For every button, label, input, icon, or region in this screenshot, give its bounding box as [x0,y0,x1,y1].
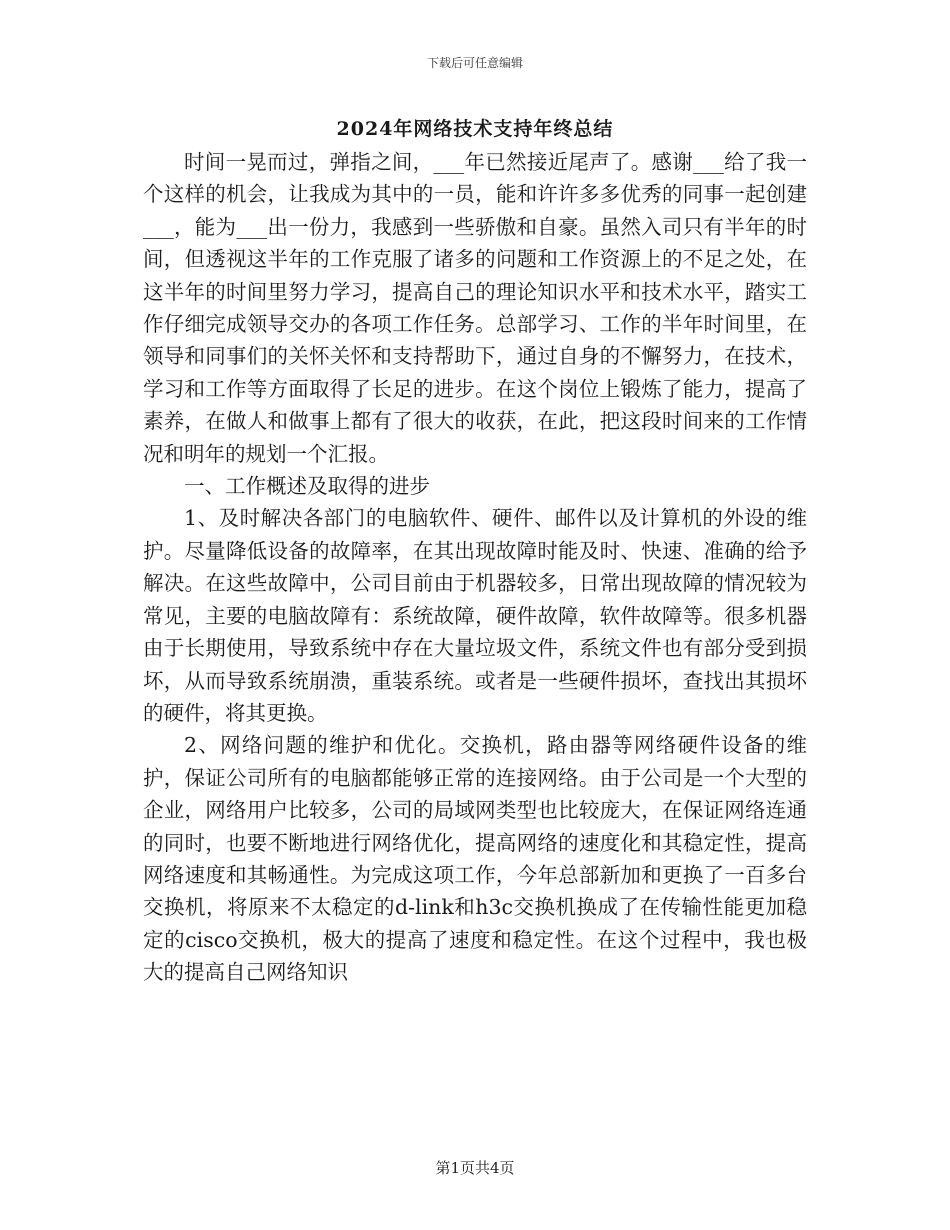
paragraph-intro: 时间一晃而过，弹指之间，___年已然接近尾声了。感谢___给了我一个这样的机会，让我成为其中的一员，能和许许多多优秀的同事一起创建___，能为___出一份力，我感到一些骄傲和自豪。虽然入司只有半年的时间，但透视这半年的工作克服了诸多的问题和工作资源上的不足之处，在这半年的时间里努力学习，提高自己的理论知识水平和技术水平，踏实工作仔细完成领导交办的各项工作任务。总部学习、工作的半年时间里，在领导和同事们的关怀关怀和支持帮助下，通过自身的不懈努力，在技术，学习和工作等方面取得了长足的进步。在这个岗位上锻炼了能力，提高了素养，在做人和做事上都有了很大的收获，在此，把这段时间来的工作情况和明年的规划一个汇报。 [143,150,807,466]
paragraph-item-2: 2、网络问题的维护和优化。交换机，路由器等网络硬件设备的维护，保证公司所有的电脑都能够正常的连接网络。由于公司是一个大型的企业，网络用户比较多，公司的局域网类型也比较庞大，在保证网络连通的同时，也要不断地进行网络优化，提高网络的速度化和其稳定性，提高网络速度和其畅通性。为完成这项工作，今年总部新加和更换了一百多台交换机，将原来不太稳定的d-link和h3c交换机换成了在传输性能更加稳定的cisco交换机，极大的提高了速度和稳定性。在这个过程中，我也极大的提高自己网络知识 [143,733,807,985]
section-heading-1: 一、工作概述及取得的进步 [184,474,430,499]
document-title: 2024年网络技术支持年终总结 [336,118,614,140]
document-body [143,146,807,989]
paragraph-item-1: 1、及时解决各部门的电脑软件、硬件、邮件以及计算机的外设的维护。尽量降低设备的故障率，在其出现故障时能及时、快速、准确的给予解决。在这些故障中，公司目前由于机器较多，日常出现故障的情况较为常见，主要的电脑故障有：系统故障，硬件故障，软件故障等。很多机器由于长期使用，导致系统中存在大量垃圾文件，系统文件也有部分受到损坏，从而导致系统崩溃，重装系统。或者是一些硬件损坏，查找出其损坏的硬件，将其更换。 [143,506,807,725]
page-number: 第1页共4页 [435,1159,515,1177]
page-header-note: 下载后可任意编辑 [426,56,523,70]
